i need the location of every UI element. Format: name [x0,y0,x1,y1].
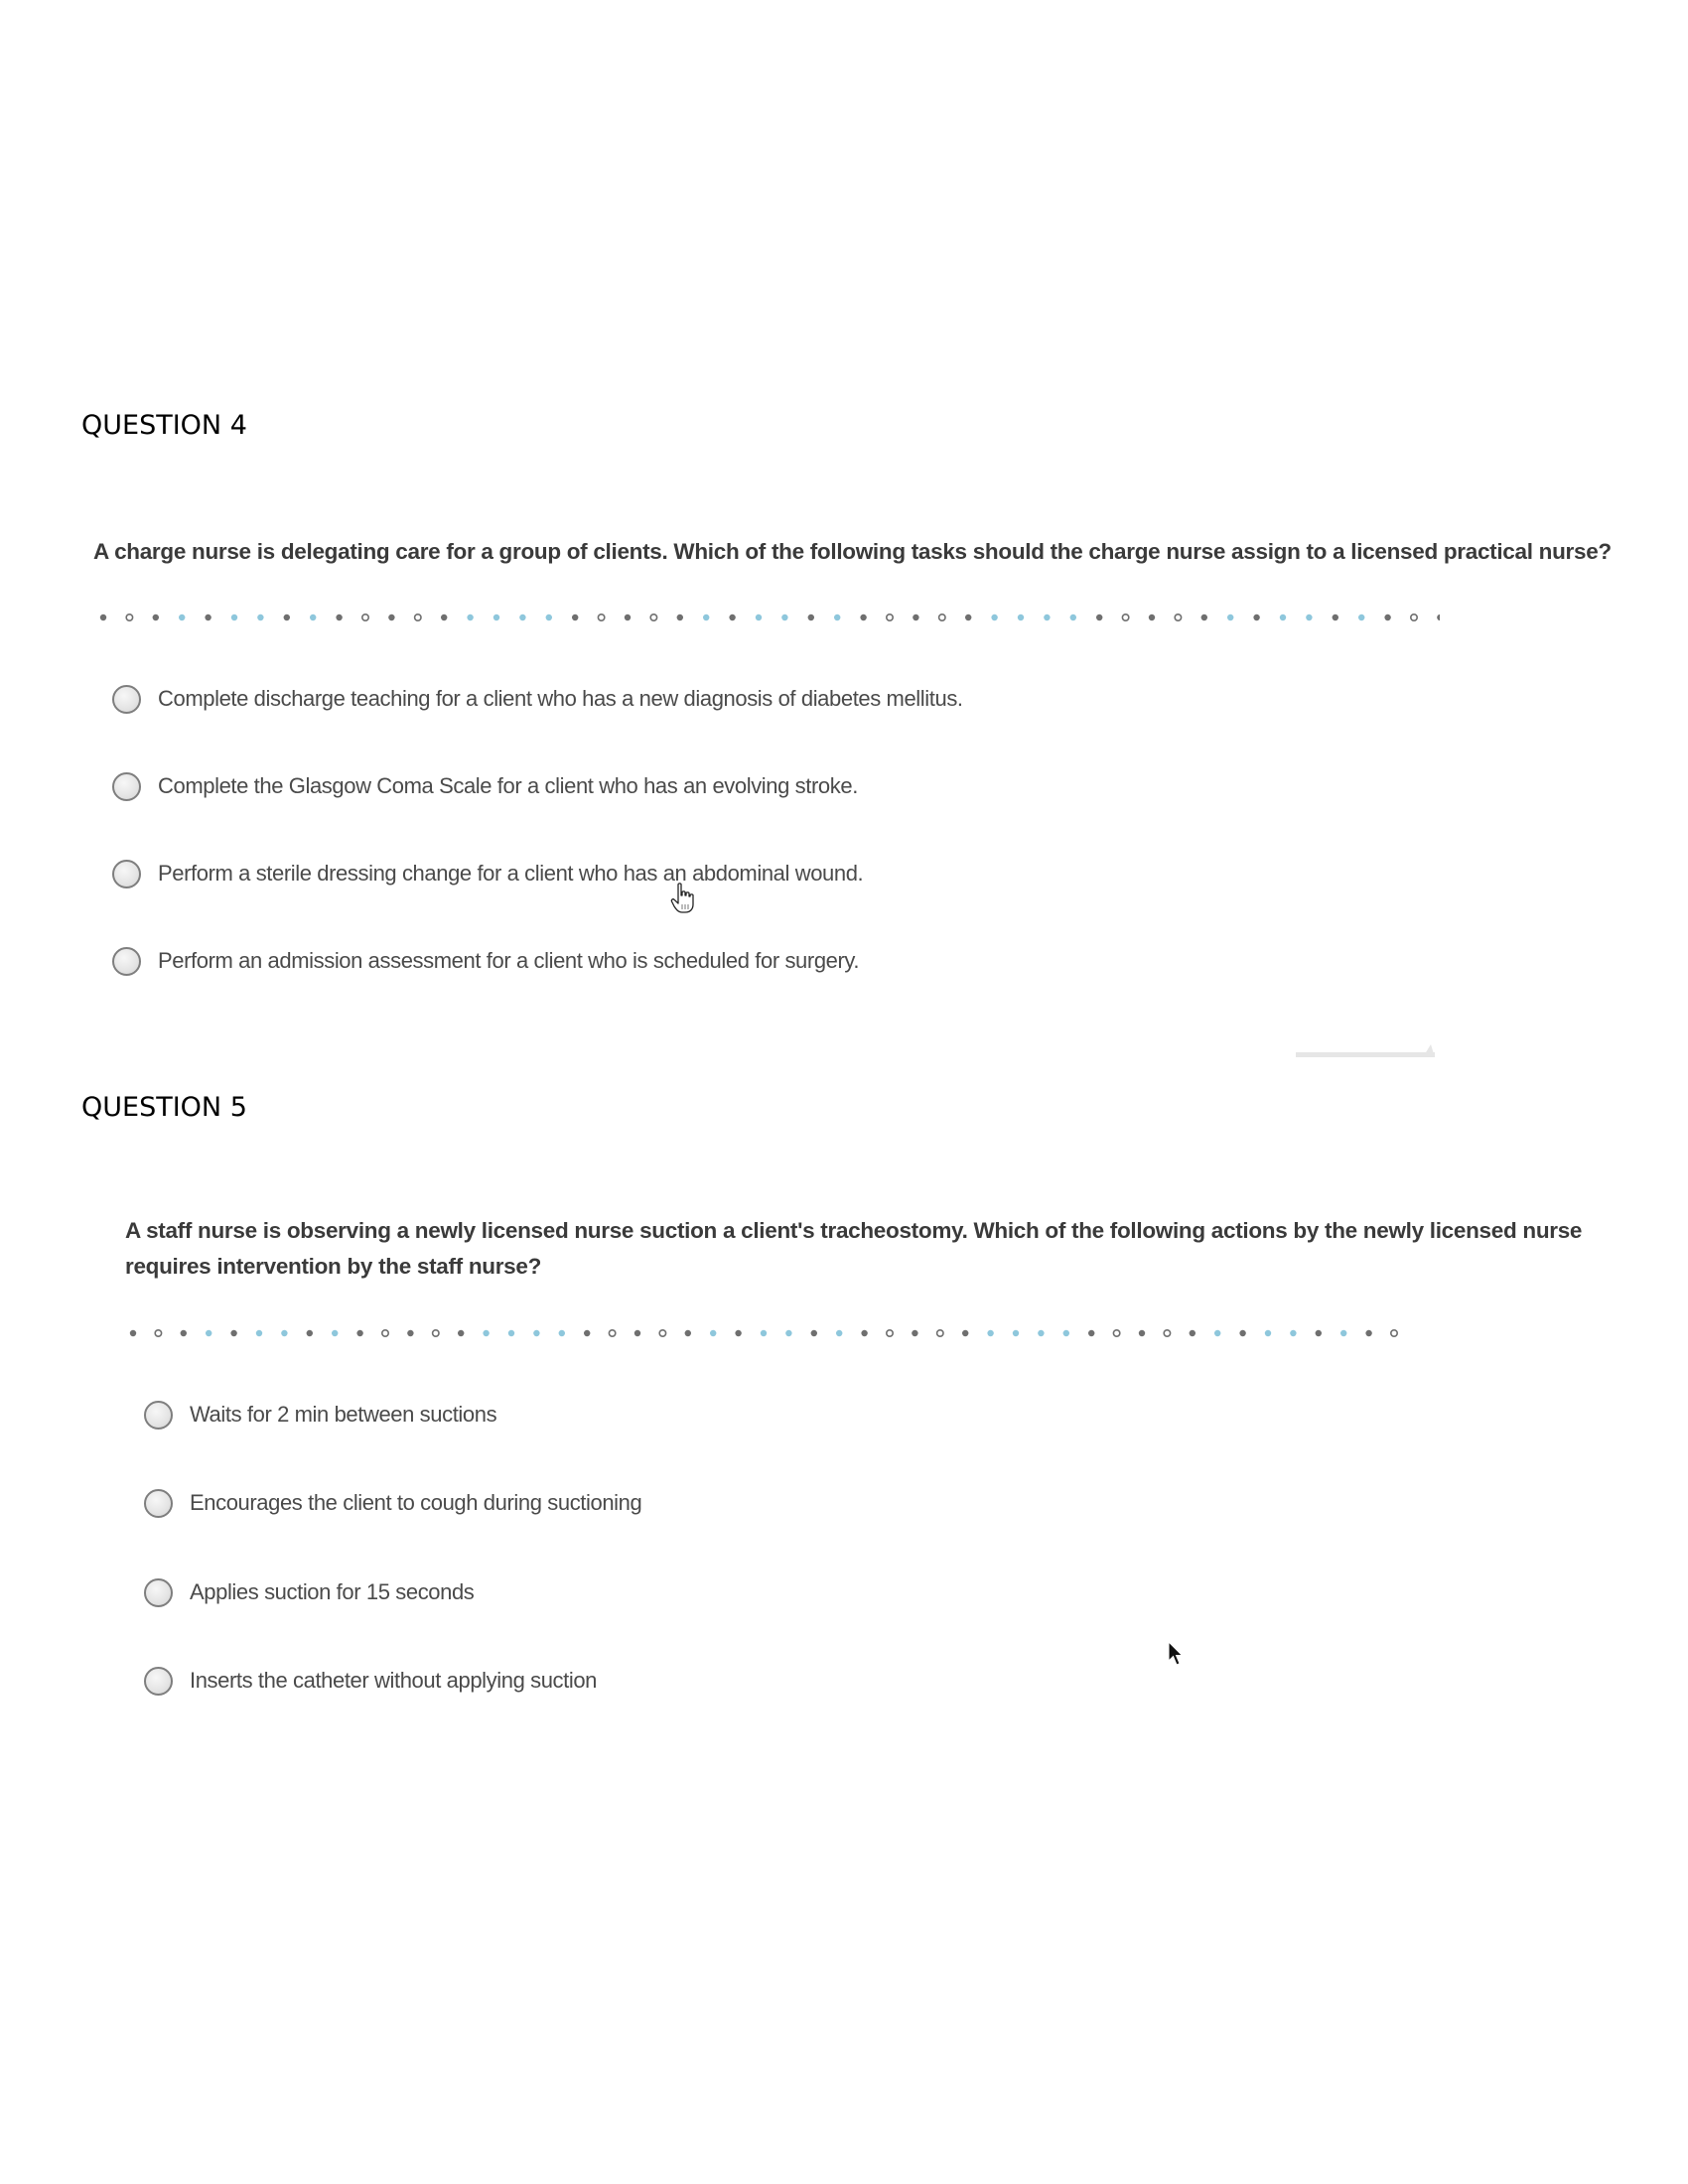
divider-dot [677,614,683,620]
radio-button[interactable] [144,1401,173,1430]
option-label: Complete discharge teaching for a client who has a new diagnosis of diabetes mellitus. [158,686,963,711]
divider-dot [937,1330,943,1336]
divider-dot [433,1330,439,1336]
divider-dot [1333,614,1338,620]
divider-dot [181,1330,187,1336]
divider-dot [703,614,709,620]
divider-dot [785,1330,791,1336]
divider-dot [467,614,473,620]
divider-dot [1096,614,1102,620]
divider-dot [388,614,394,620]
divider-dot [1340,1330,1346,1336]
divider-dot [659,1330,665,1336]
divider-dot [836,1330,842,1336]
radio-button[interactable] [112,772,141,801]
divider-dot [336,614,342,620]
divider-dot [1201,614,1207,620]
option-label: Perform an admission assessment for a client who is scheduled for surgery. [158,948,860,973]
divider-dot [1384,614,1390,620]
divider-dot [1306,614,1312,620]
question-5-option-4[interactable] [144,1661,597,1701]
option-label: Perform a sterile dressing change for a client who has an abdominal wound. [158,861,864,886]
divider-dot [1013,1330,1019,1336]
divider-dot [382,1330,388,1336]
arrow-cursor-icon [1168,1641,1184,1667]
divider-dot [609,1330,615,1336]
divider-dot [1070,614,1076,620]
divider-dot [887,614,893,620]
radio-button[interactable] [144,1578,173,1607]
divider-dot [1280,614,1286,620]
option-label: Complete the Glasgow Coma Scale for a client who has an evolving stroke. [158,773,858,798]
radio-button[interactable] [144,1667,173,1696]
divider-dot [1316,1330,1322,1336]
divider-dot [710,1330,716,1336]
divider-dot [962,1330,968,1336]
divider-dot [256,1330,262,1336]
divider-dot [519,614,525,620]
divider-dot [407,1330,413,1336]
divider-dot [332,1330,338,1336]
option-label: Applies suction for 15 seconds [190,1579,475,1604]
hand-pointer-cursor-icon [670,882,696,915]
option-label: Waits for 2 min between suctions [190,1402,497,1427]
divider-dot [155,1330,161,1336]
divider-dot [281,1330,287,1336]
divider-dot [887,1330,893,1336]
divider-dot [761,1330,767,1336]
question-5-prompt-line-2: requires intervention by the staff nurse? [125,1254,542,1279]
question-5-option-3[interactable] [144,1572,474,1612]
divider-dot [1088,1330,1094,1336]
divider-dot [231,614,237,620]
divider-dot [1122,614,1128,620]
divider-dot [650,614,656,620]
divider-dot [1358,614,1364,620]
divider-dot [1214,1330,1220,1336]
radio-button[interactable] [112,947,141,976]
divider-dot [307,1330,313,1336]
divider-dot [1149,614,1155,620]
divider-dot [1391,1330,1397,1336]
divider-dot [230,1330,236,1336]
divider-dot [508,1330,514,1336]
question-4-option-3[interactable] [112,854,863,893]
divider-dot [1038,1330,1044,1336]
divider-dot [939,614,945,620]
divider-dot [860,614,866,620]
divider-dot [861,1330,867,1336]
question-4-dotted-divider [99,611,1440,624]
question-5-dotted-divider [129,1326,1420,1340]
divider-dot [1063,1330,1069,1336]
divider-dot [808,614,814,620]
option-label: Encourages the client to cough during suctioning [190,1490,642,1515]
divider-dot [559,1330,565,1336]
divider-dot [987,1330,993,1336]
question-4-prompt: A charge nurse is delegating care for a group of clients. Which of the following tasks should the charge nurse assign to a licensed practical nurse? [93,539,1612,564]
divider-dot [912,1330,917,1336]
divider-dot [1253,614,1259,620]
divider-dot [458,1330,464,1336]
divider-dot [257,614,263,620]
divider-dot [310,614,316,620]
divider-dot [598,614,604,620]
divider-dot [179,614,185,620]
divider-dot [735,1330,741,1336]
divider-dot [356,1330,362,1336]
divider-dot [533,1330,539,1336]
divider-dot [1365,1330,1371,1336]
question-5-heading: QUESTION 5 [81,1092,247,1123]
divider-dot [834,614,840,620]
question-5-option-2[interactable] [144,1483,641,1523]
divider-dot [781,614,787,620]
divider-dot [205,614,211,620]
divider-dot [572,614,578,620]
divider-dot [362,614,368,620]
divider-dot [284,614,290,620]
divider-dot [1139,1330,1145,1336]
divider-dot [441,614,447,620]
divider-dot [1044,614,1050,620]
divider-dot [913,614,918,620]
question-5-prompt-line-1: A staff nurse is observing a newly licensed nurse suction a client's tracheostomy. Which of the following actions by the newly licensed nurse [125,1218,1583,1243]
question-4-option-2[interactable] [112,766,858,806]
divider-dot [965,614,971,620]
divider-dot [1265,1330,1271,1336]
divider-dot [756,614,762,620]
divider-dot [584,1330,590,1336]
divider-dot [126,614,132,620]
divider-dot [1190,1330,1196,1336]
radio-button[interactable] [112,860,141,888]
scroll-track[interactable] [1296,1042,1435,1060]
divider-dot [1290,1330,1296,1336]
divider-dot [415,614,421,620]
radio-button[interactable] [144,1489,173,1518]
divider-dot [546,614,552,620]
divider-dot [1164,1330,1170,1336]
divider-dot [634,1330,640,1336]
question-5-option-1[interactable] [144,1395,496,1434]
divider-dot [1437,614,1440,620]
option-label: Inserts the catheter without applying suction [190,1668,598,1693]
divider-dot [153,614,159,620]
divider-dot [1239,1330,1245,1336]
divider-dot [1018,614,1024,620]
question-4-option-4[interactable] [112,941,859,981]
divider-dot [1175,614,1181,620]
divider-dot [811,1330,817,1336]
divider-dot [100,614,106,620]
divider-dot [1113,1330,1119,1336]
question-4-option-1[interactable] [112,679,963,719]
divider-dot [625,614,631,620]
divider-dot [1411,614,1417,620]
divider-dot [991,614,997,620]
question-4-heading: QUESTION 4 [81,410,247,441]
radio-button[interactable] [112,685,141,714]
divider-dot [483,1330,489,1336]
divider-dot [493,614,499,620]
divider-dot [1227,614,1233,620]
divider-dot [206,1330,211,1336]
divider-dot [729,614,735,620]
divider-dot [685,1330,691,1336]
divider-dot [130,1330,136,1336]
